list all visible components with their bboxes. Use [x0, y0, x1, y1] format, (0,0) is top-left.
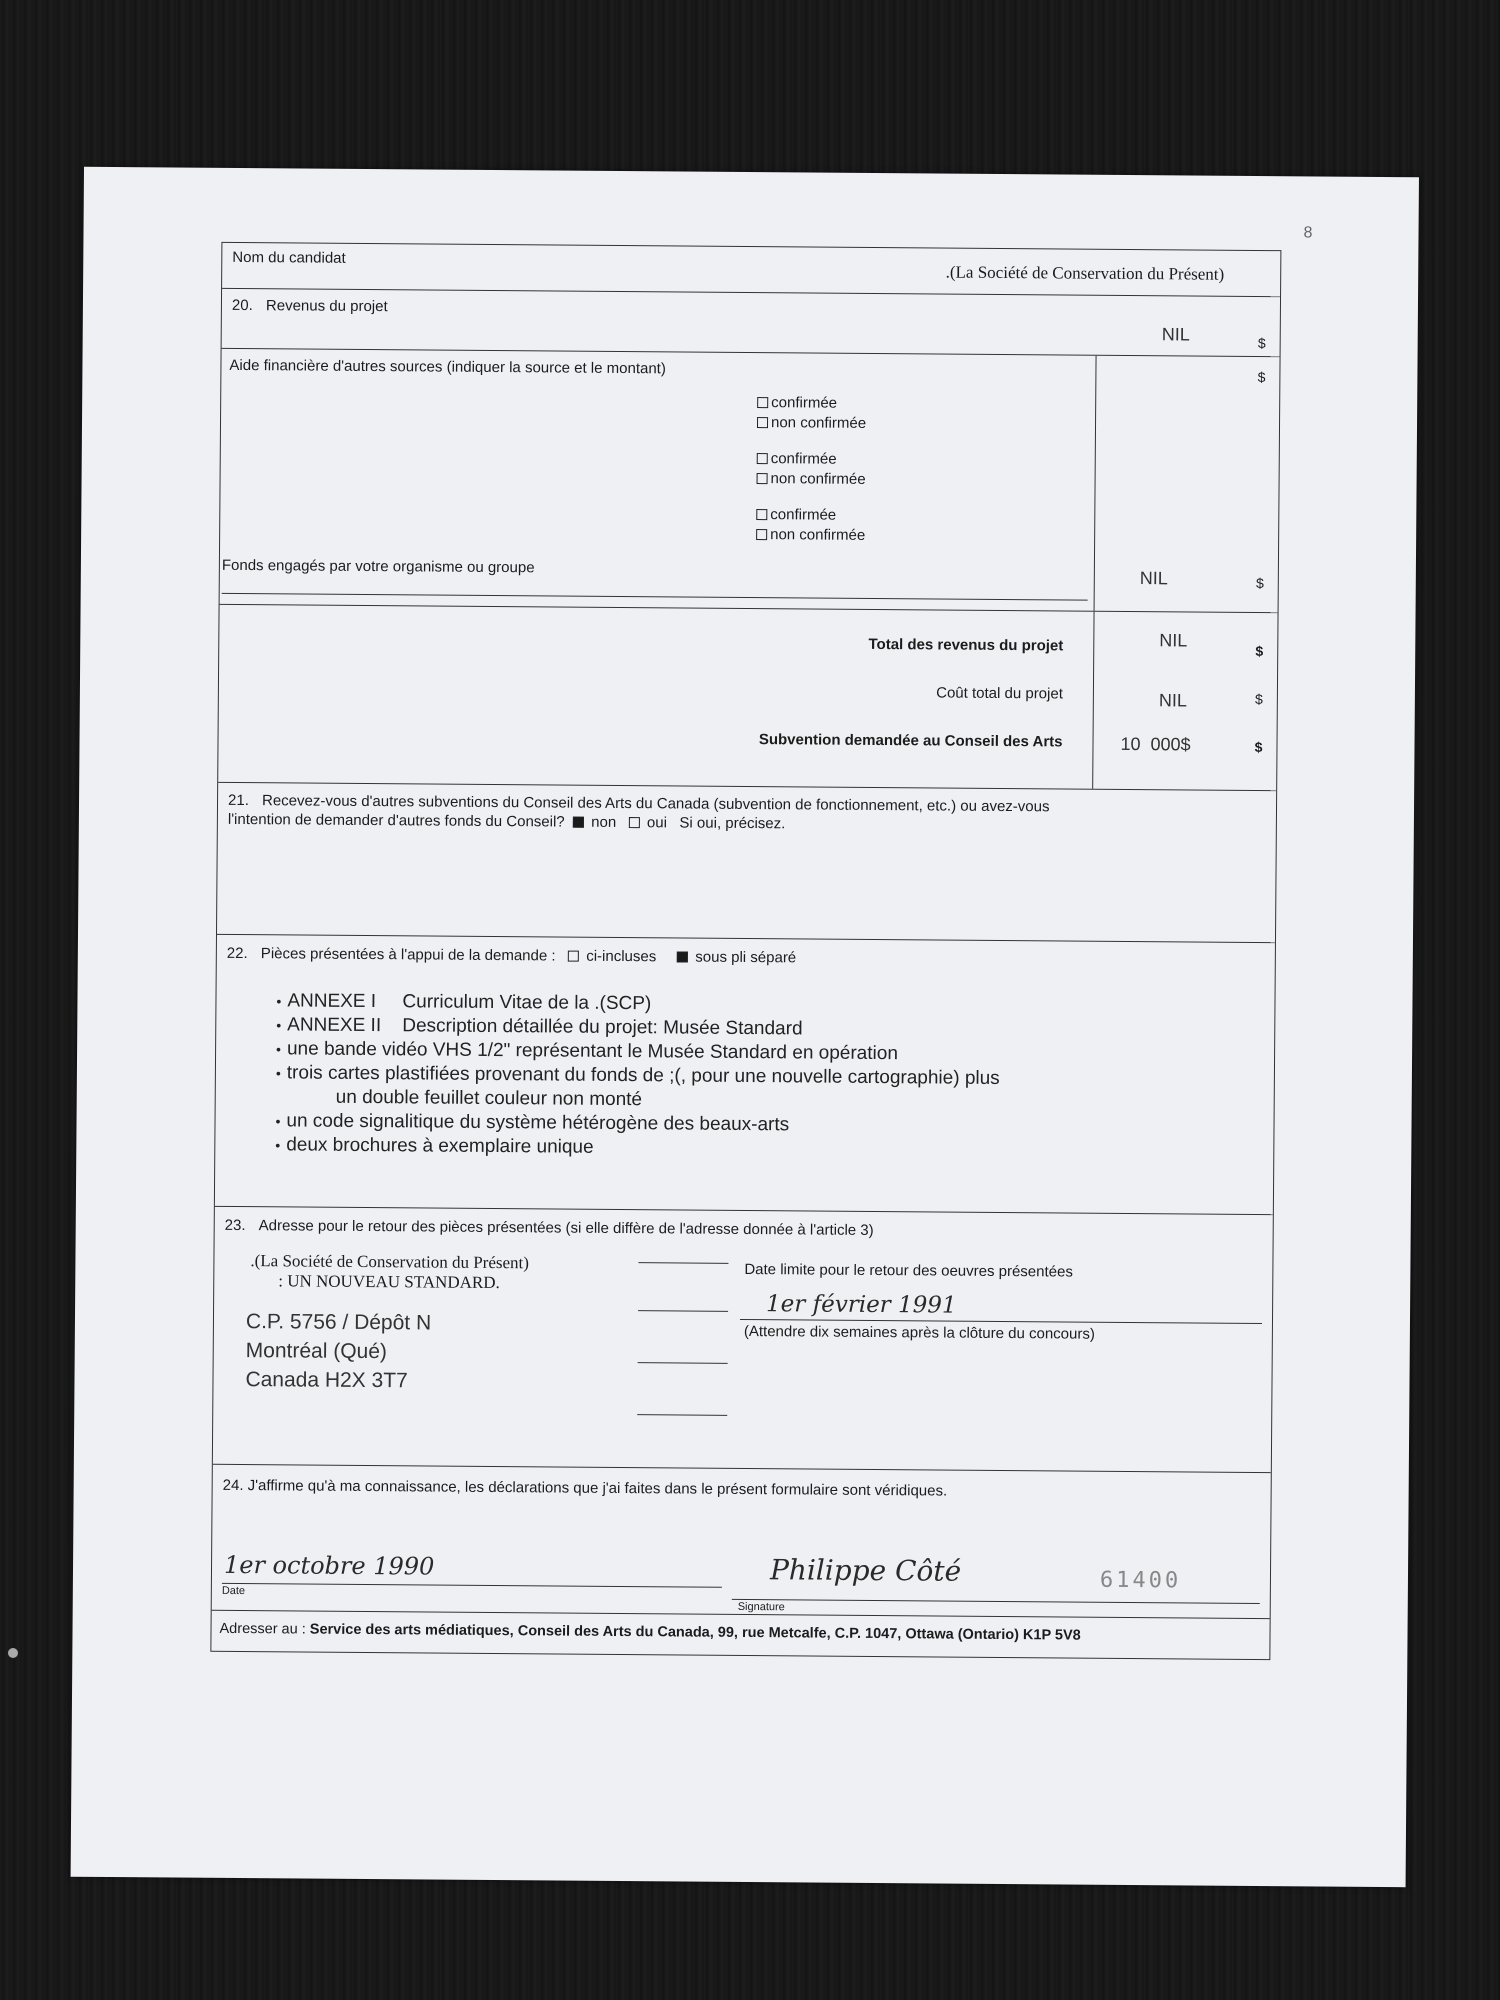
return-deadline-note: (Attendre dix semaines après la clôture du concours) — [743, 1322, 1095, 1343]
grant-requested-label: Subvention demandée au Conseil des Arts — [758, 731, 1063, 751]
signature-line — [732, 1599, 1260, 1604]
section-23 — [213, 1207, 1273, 1473]
project-revenue-value[interactable]: NIL — [1161, 324, 1190, 345]
return-address-subtitle[interactable]: : UN NOUVEAU STANDARD. — [278, 1271, 500, 1293]
dollar-sign: $ — [1257, 368, 1266, 386]
checkbox[interactable] — [756, 529, 767, 540]
list-item: • trois cartes plastifiées provenant du fonds de ;(, pour une nouvelle cartographie) plus un double feuillet couleur non monté — [276, 1061, 1000, 1115]
dollar-sign: $ — [1257, 334, 1266, 352]
date-line — [222, 1583, 722, 1588]
section-21-question: 21. Recevez-vous d'autres subventions du Conseil des Arts du Canada (subvention de fonctionnement, etc.) ou avez-vous l'intention de demander d'autres fonds du Conseil? non oui Si oui, précisez. — [227, 791, 1050, 833]
mailing-address-section — [211, 1611, 1269, 1659]
confirmation-group-3 — [756, 505, 865, 546]
dollar-sign: $ — [1255, 690, 1263, 708]
blank-line — [638, 1310, 728, 1312]
not-confirmed-option[interactable]: non confirmée — [757, 469, 866, 490]
list-item: • ANNEXE I Curriculum Vitae de la .(SCP) — [276, 989, 1000, 1019]
dollar-sign: $ — [1254, 738, 1263, 756]
confirmed-option[interactable]: confirmée — [756, 505, 865, 526]
checkbox[interactable] — [757, 397, 768, 408]
checkbox[interactable] — [757, 473, 768, 484]
not-confirmed-option[interactable]: non confirmée — [757, 413, 866, 434]
total-revenue-label: Total des revenus du projet — [868, 635, 1064, 655]
grant-form — [210, 242, 1281, 1660]
section-22 — [215, 935, 1275, 1215]
own-funds-line — [222, 593, 1088, 601]
checkbox-checked[interactable] — [677, 951, 688, 962]
date-label: Date — [221, 1584, 246, 1598]
list-item: • un code signalitique du système hétérogène des beaux-arts — [275, 1109, 999, 1139]
list-item: • deux brochures à exemplaire unique — [275, 1133, 999, 1163]
candidate-label: Nom du candidat — [232, 248, 346, 267]
section-20-header — [222, 289, 1280, 357]
not-confirmed-option[interactable]: non confirmée — [756, 525, 865, 546]
answer-yes[interactable]: oui — [629, 814, 667, 831]
total-revenue-value[interactable]: NIL — [1159, 630, 1188, 651]
signature-value[interactable]: Philippe Côté — [769, 1553, 962, 1588]
candidate-value[interactable]: .(La Société de Conservation du Présent) — [945, 262, 1225, 284]
paper-hole-mark — [8, 1648, 18, 1658]
section-23-title: 23. Adresse pour le retour des pièces présentées (si elle diffère de l'adresse donnée à l'article 3) — [224, 1216, 874, 1239]
other-sources-section — [220, 349, 1280, 613]
answer-no[interactable]: non — [573, 814, 616, 831]
confirmation-group-1 — [757, 393, 866, 434]
declaration-statement: 24. J'affirme qu'à ma connaissance, les déclarations que j'ai faites dans le présent formulaire sont véridiques. — [222, 1476, 948, 1500]
enclosure-list — [275, 989, 1000, 1163]
mailing-address: Adresser au : Service des arts médiatiques, Conseil des Arts du Canada, 99, rue Metcalfe, C.P. 1047, Ottawa (Ontario) K1P 5V8 — [219, 1620, 1081, 1644]
total-cost-label: Coût total du projet — [936, 684, 1063, 703]
section-21 — [217, 783, 1276, 943]
option-enclosed[interactable]: ci-incluses — [568, 948, 656, 966]
blank-line — [637, 1414, 727, 1416]
return-address-lines[interactable]: C.P. 5756 / Dépôt N Montréal (Qué) Canada H2X 3T7 — [245, 1310, 432, 1393]
other-sources-label: Aide financière d'autres sources (indiquer la source et le montant) — [229, 356, 666, 378]
checkbox[interactable] — [756, 509, 767, 520]
return-deadline-label: Date limite pour le retour des oeuvres présentées — [744, 1260, 1073, 1281]
page-number: 8 — [1303, 224, 1313, 242]
signature-label: Signature — [737, 1600, 785, 1614]
date-value[interactable]: 1er octobre 1990 — [223, 1550, 435, 1581]
blank-line — [638, 1262, 728, 1264]
confirmed-option[interactable]: confirmée — [757, 393, 866, 414]
checkbox[interactable] — [757, 417, 768, 428]
amount-column-divider — [1092, 612, 1094, 789]
checkbox[interactable] — [757, 453, 768, 464]
checkbox[interactable] — [629, 817, 640, 828]
total-cost-value[interactable]: NIL — [1158, 690, 1187, 711]
grant-requested-value[interactable]: 10 000$ — [1120, 733, 1191, 755]
confirmation-group-2 — [757, 449, 866, 490]
amount-column-divider — [1094, 356, 1097, 611]
return-address-name[interactable]: .(La Société de Conservation du Présent) — [250, 1251, 530, 1273]
checkbox[interactable] — [568, 951, 579, 962]
own-funds-label: Fonds engagés par votre organisme ou groupe — [221, 556, 535, 577]
return-deadline-value[interactable]: 1er février 1991 — [766, 1291, 957, 1319]
candidate-section — [222, 243, 1280, 297]
section-22-title: 22. Pièces présentées à l'appui de la demande : ci-incluses sous pli séparé — [226, 944, 797, 967]
totals-section — [218, 605, 1277, 791]
dollar-sign: $ — [1255, 574, 1264, 592]
dollar-sign: $ — [1255, 642, 1264, 660]
section-24 — [212, 1465, 1271, 1619]
checkbox-checked[interactable] — [573, 817, 584, 828]
reference-number: 61400 — [1099, 1567, 1182, 1594]
list-item: • ANNEXE II Description détaillée du projet: Musée Standard — [276, 1013, 1000, 1043]
blank-line — [638, 1362, 728, 1364]
form-page — [71, 167, 1419, 1887]
confirmed-option[interactable]: confirmée — [757, 449, 866, 470]
section-20-title: 20. Revenus du projet — [231, 296, 388, 316]
own-funds-value[interactable]: NIL — [1139, 568, 1168, 589]
list-item: • une bande vidéo VHS 1/2" représentant le Musée Standard en opération — [276, 1037, 1000, 1067]
option-separate[interactable]: sous pli séparé — [677, 948, 796, 966]
